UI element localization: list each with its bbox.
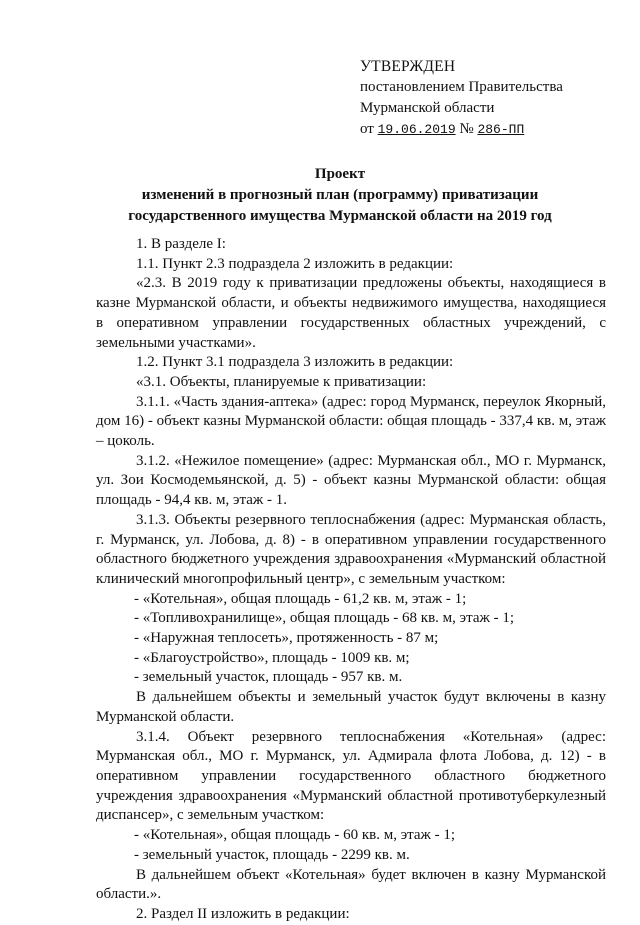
number-sign: №	[459, 121, 474, 137]
approval-date: 19.06.2019	[377, 122, 456, 137]
document-heading	[60, 164, 620, 227]
paragraph: 3.1.4. Объект резервного теплоснабжения «Котельная» (адрес: Мурманская обл., МО г. Мурманск, ул. Адмирала флота Лобова, д. 12) - в оперативном управлении государственного областного бюджетного учреждения здравоохранения «Мурманский областной противотуберкулезный диспансер», с земельным участком:	[96, 728, 606, 824]
document-body	[96, 235, 606, 925]
approval-title: УТВЕРЖДЕН	[360, 58, 456, 75]
list-item: - «Котельная», общая площадь - 60 кв. м, этаж - 1;	[134, 827, 456, 844]
paragraph: 1.1. Пункт 2.3 подраздела 2 изложить в редакции:	[136, 255, 454, 272]
list-item: - «Котельная», общая площадь - 61,2 кв. м, этаж - 1;	[134, 590, 467, 607]
heading-line-1: Проект	[314, 166, 366, 182]
paragraph: 1.2. Пункт 3.1 подраздела 3 изложить в редакции:	[136, 354, 454, 371]
list-item: - «Благоустройство», площадь - 1009 кв. м;	[134, 649, 410, 666]
approval-line-1: постановлением Правительства	[360, 79, 563, 95]
list-item: - «Топливохранилище», общая площадь - 68 кв. м, этаж - 1;	[134, 610, 515, 627]
approval-line-2: Мурманской области	[360, 100, 495, 116]
paragraph: В дальнейшем объекты и земельный участок будут включены в казну Мурманской области.	[96, 689, 606, 725]
paragraph: 3.1.1. «Часть здания-аптека» (адрес: город Мурманск, переулок Якорный, дом 16) - объект казны Мурманской области: общая площадь - 337,4 кв. м, этаж – цоколь.	[96, 393, 606, 450]
paragraph: В дальнейшем объект «Котельная» будет включен в казну Мурманской области.».	[96, 866, 606, 903]
approval-date-line	[360, 119, 630, 140]
heading-line-2: изменений в прогнозный план (программу) приватизации	[141, 187, 539, 203]
approval-block	[360, 56, 630, 140]
approval-number: 286-ПП	[477, 122, 525, 137]
paragraph: 2. Раздел II изложить в редакции:	[136, 905, 350, 922]
paragraph: 3.1.2. «Нежилое помещение» (адрес: Мурманская обл., МО г. Мурманск, ул. Зои Космодемьянской, д. 5) - объект казны Мурманской области: общая площадь - 94,4 кв. м, этаж - 1.	[96, 452, 606, 509]
list-item: - земельный участок, площадь - 2299 кв. м.	[134, 846, 410, 863]
list-item: - земельный участок, площадь - 957 кв. м.	[134, 669, 403, 686]
paragraph: 3.1.3. Объекты резервного теплоснабжения (адрес: Мурманская область, г. Мурманск, ул. Лобова, д. 8) - в оперативном управлении государственного областного бюджетного учреждения здравоохранения «Мурманский областной клинический многопрофильный центр», с земельным участком:	[96, 511, 606, 587]
heading-line-3: государственного имущества Мурманской области на 2019 год	[128, 208, 552, 224]
date-prefix: от	[360, 121, 374, 137]
list-item: - «Наружная теплосеть», протяженность - 87 м;	[134, 630, 439, 647]
paragraph: 1. В разделе I:	[136, 236, 226, 252]
paragraph: «3.1. Объекты, планируемые к приватизации:	[136, 373, 427, 390]
paragraph: «2.3. В 2019 году к приватизации предложены объекты, находящиеся в казне Мурманской области, и объекты недвижимого имущества, находящиеся в оперативном управлении государственных областных учреждений, с земельными участками».	[96, 275, 606, 351]
